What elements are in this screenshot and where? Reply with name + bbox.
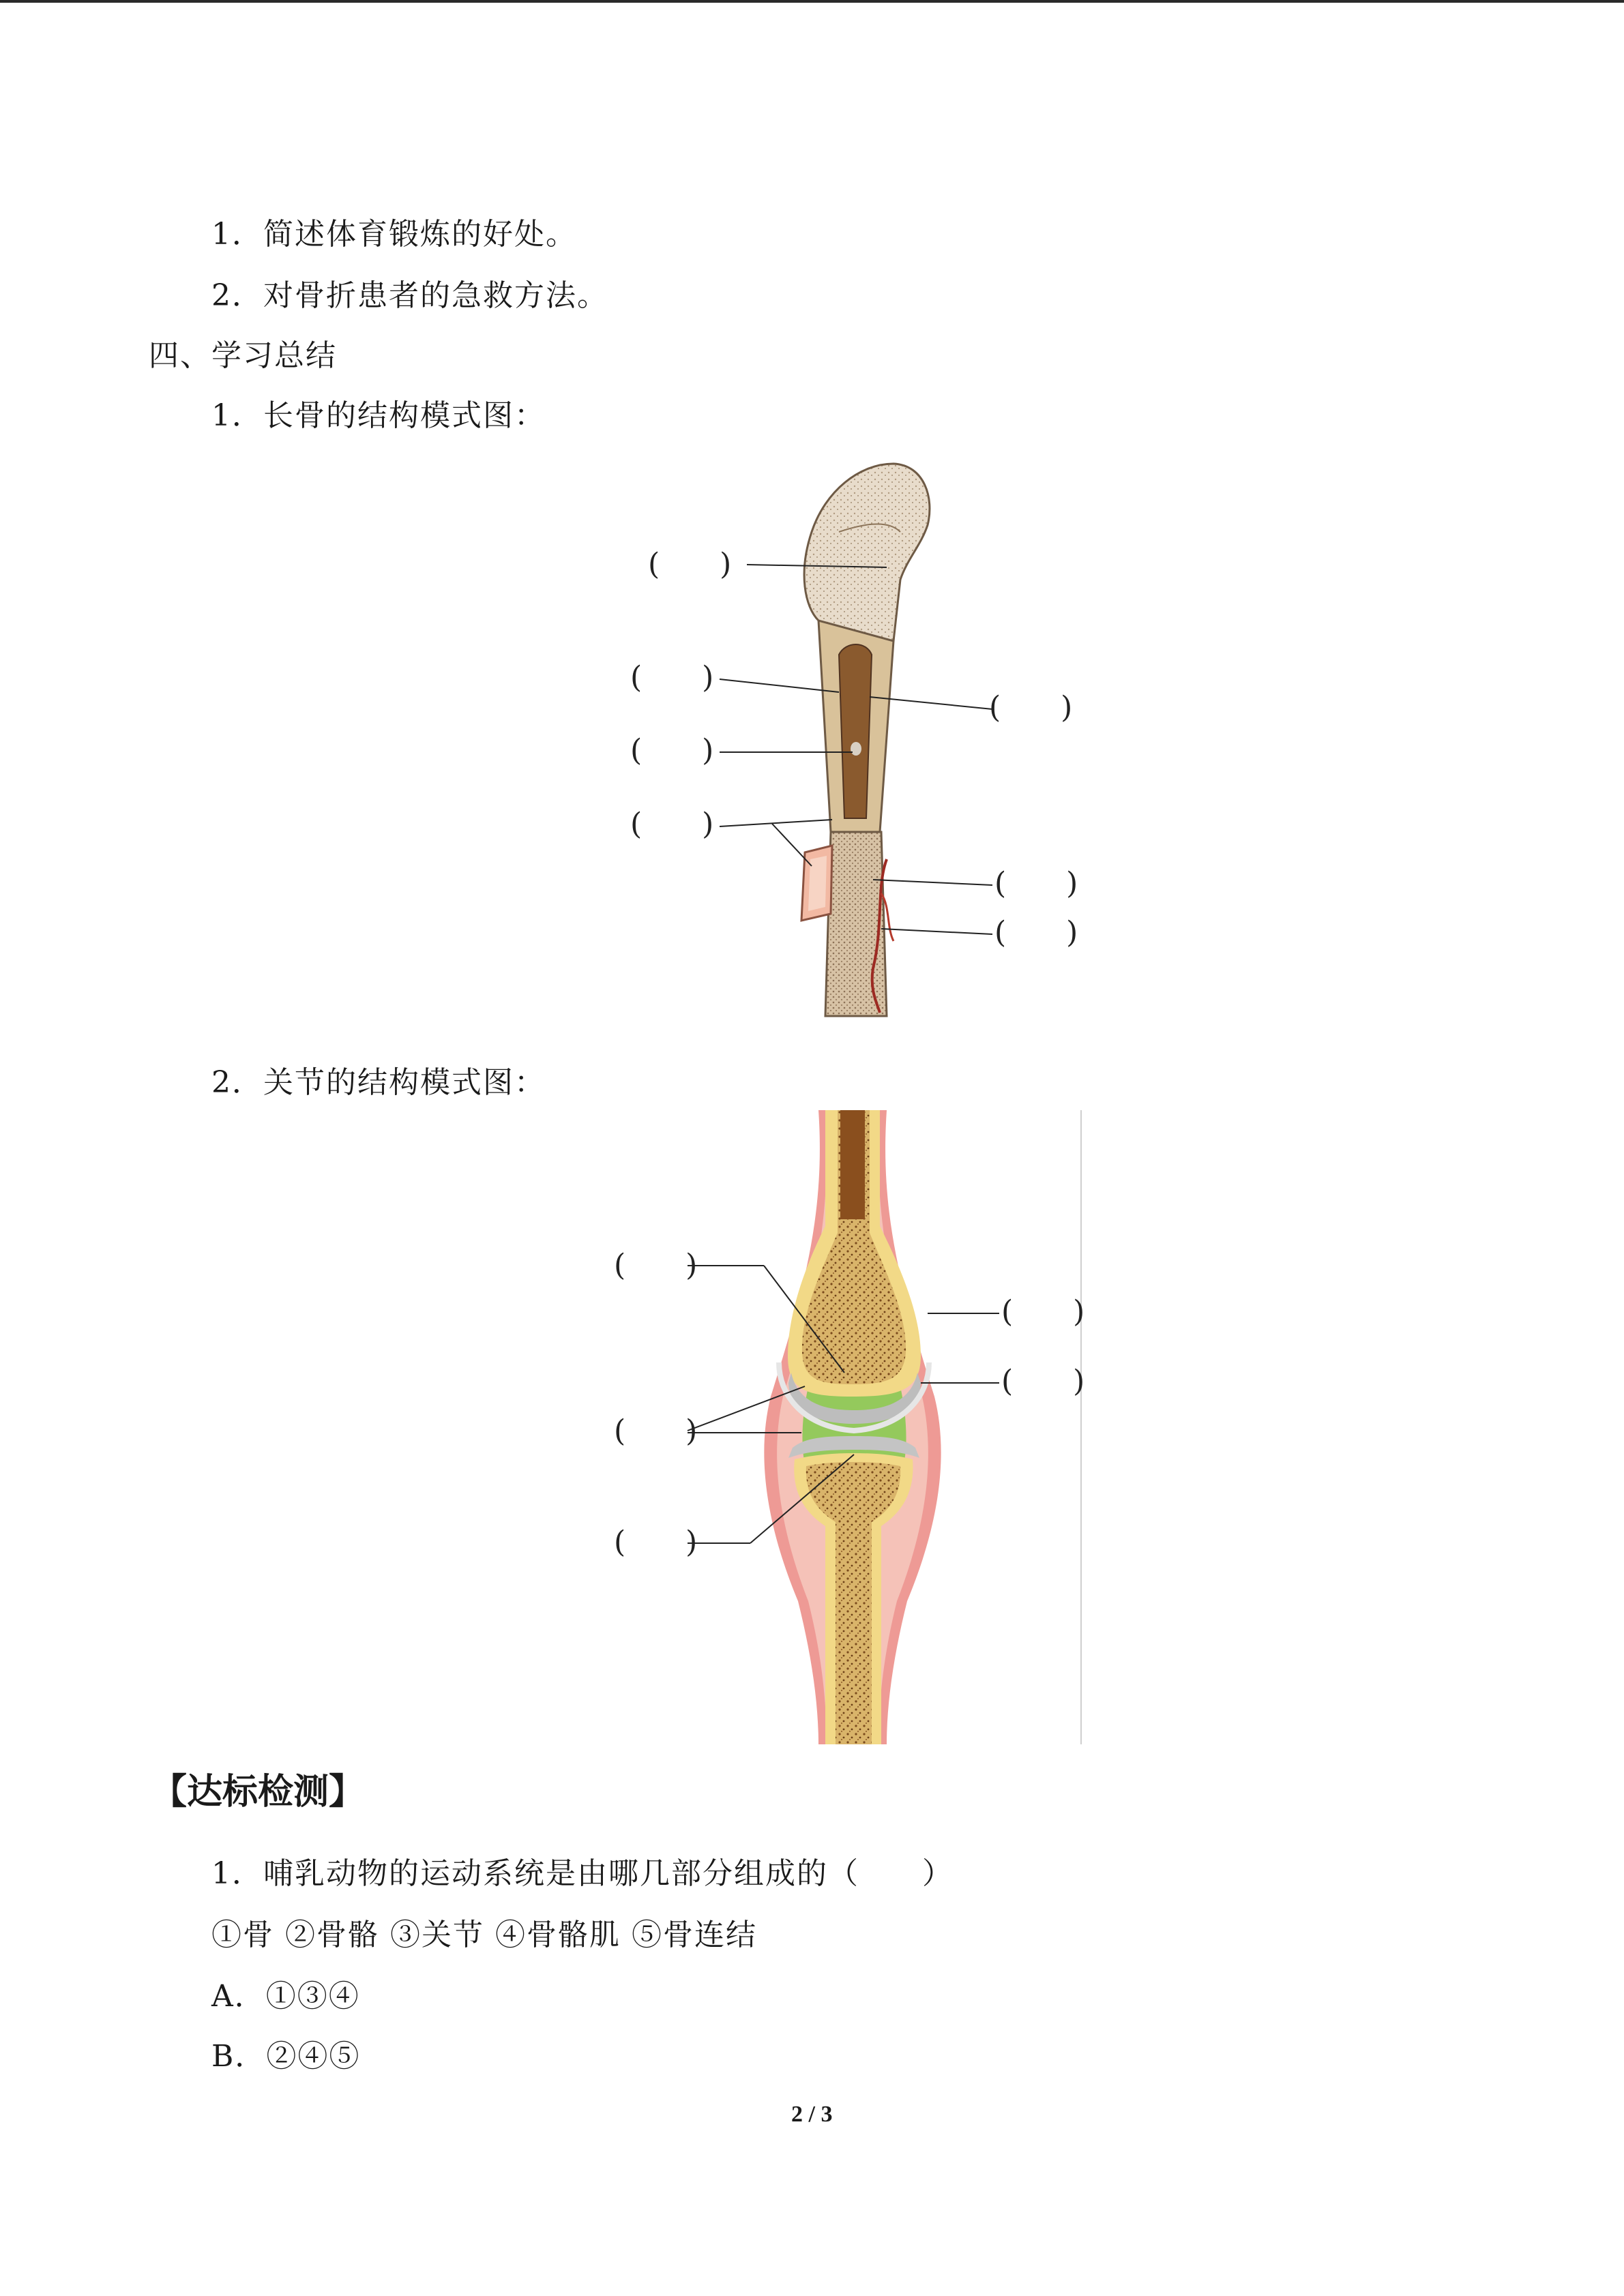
summary-joint-caption: 2．关节的结构模式图： [211,1065,546,1100]
joint-blank-5: ( ) [614,1525,698,1560]
joint-blank-4: ( ) [614,1414,698,1448]
long-bone-blank-3: ( ) [630,733,714,768]
long-bone-blank-6: ( ) [994,915,1078,950]
test-option-a: A．①③④ [211,1979,360,2014]
joint-blank-2: ( ) [1001,1294,1085,1329]
long-bone-blank-5: ( ) [994,866,1078,901]
section-heading-summary: 四、学习总结 [149,338,337,373]
long-bone-diagram [614,450,1105,1030]
summary-long-bone-caption: 1．长骨的结构模式图： [211,398,546,433]
test-question-1-options: ①骨 ②骨骼 ③关节 ④骨骼肌 ⑤骨连结 [211,1918,757,1952]
test-section-heading: 【达标检测】 [151,1772,365,1813]
long-bone-blank-2: ( ) [989,690,1073,725]
test-question-1: 1．哺乳动物的运动系统是由哪几部分组成的（ ） [211,1856,954,1891]
test-option-b: B．②④⑤ [211,2039,361,2074]
long-bone-blank-head: ( ) [648,547,732,582]
joint-blank-1: ( ) [614,1248,698,1283]
page-top-border [0,0,1624,3]
joint-blank-3: ( ) [1001,1364,1085,1399]
joint-diagram [600,1110,1091,1744]
question-exercise-benefits: 1．简述体育锻炼的好处。 [211,217,577,252]
page-number: 2 / 3 [791,2102,833,2127]
long-bone-blank-4: ( ) [630,807,714,841]
question-fracture-first-aid: 2．对骨折患者的急救方法。 [211,278,608,313]
long-bone-blank-1: ( ) [630,660,714,695]
